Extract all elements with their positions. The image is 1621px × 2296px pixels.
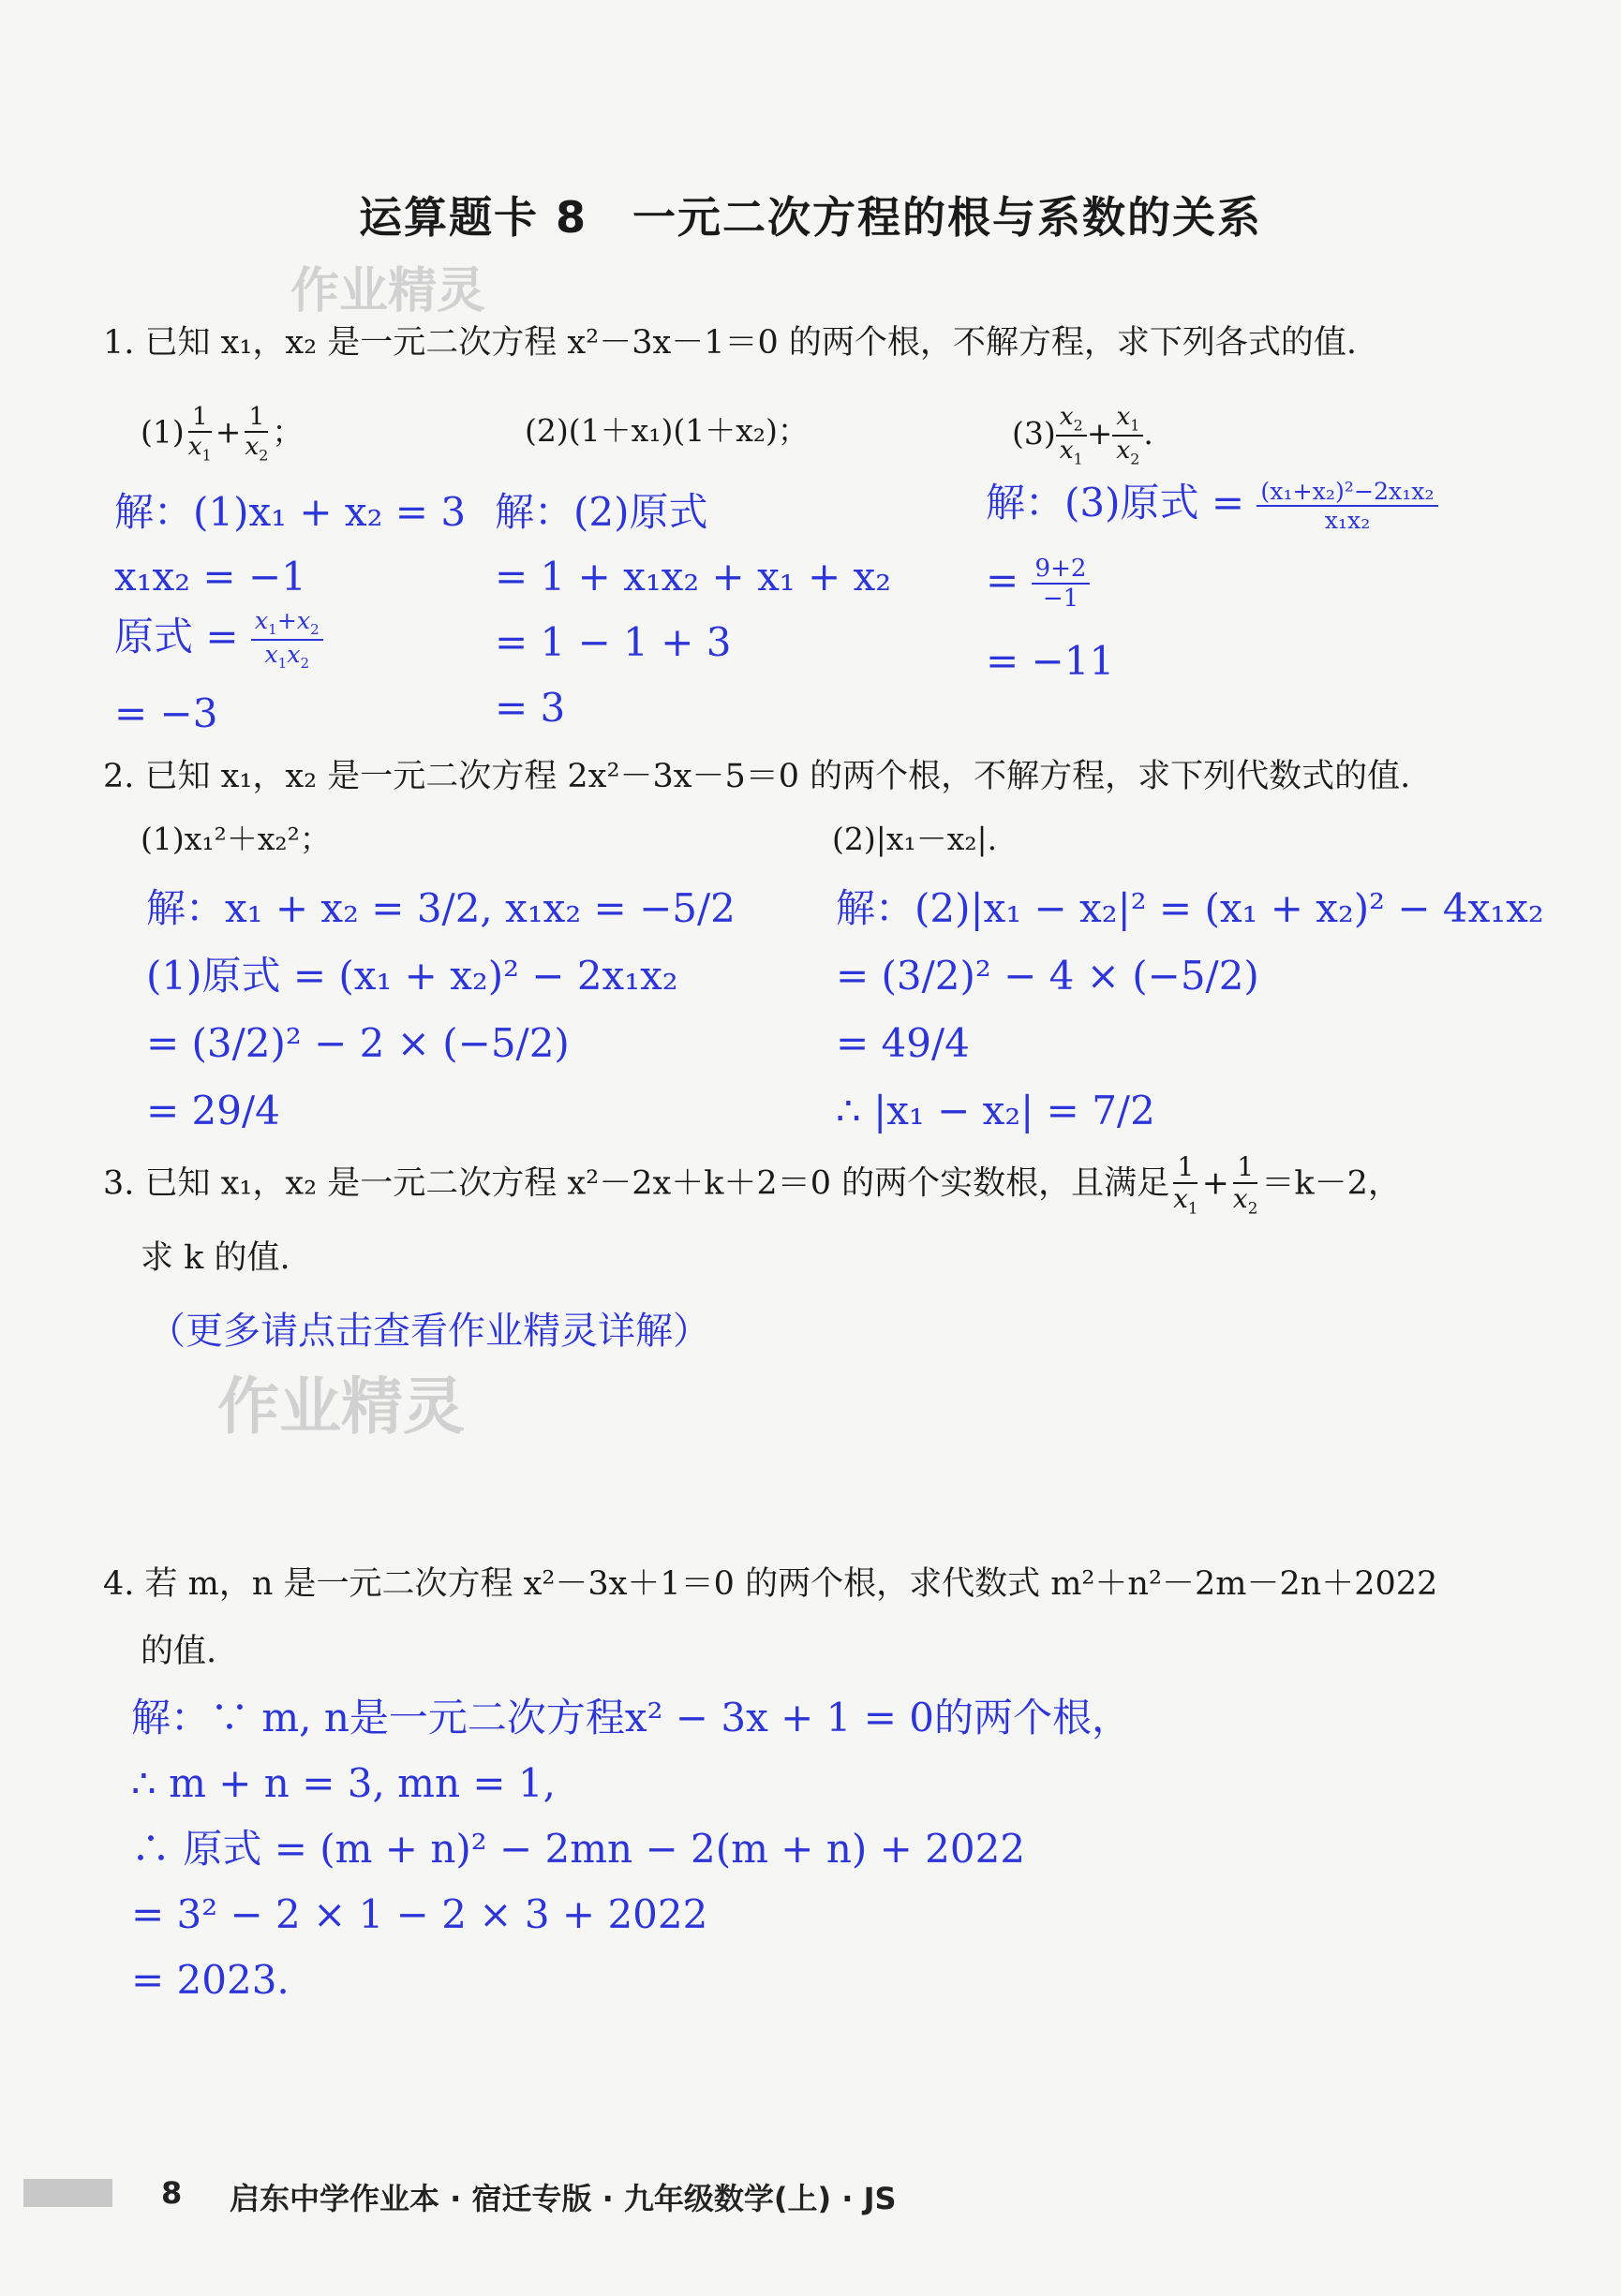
q1-answer1-line3: 原式 = $\frac{x_1+x_2}{x_1x_2}$ [114, 609, 323, 671]
q4-answer-line4: = 3² − 2 × 1 − 2 × 3 + 2022 [131, 1891, 708, 1937]
q1-answer1-line2: x₁x₂ = −1 [114, 554, 306, 600]
footer-bar [23, 2179, 112, 2207]
q4-answer-line1: 解：∵ m, n是一元二次方程x² − 3x + 1 = 0的两个根， [131, 1695, 1131, 1741]
q2-part1: (1)x₁²＋x₂²； [141, 821, 331, 857]
footer-text: 启东中学作业本 · 宿迁专版 · 九年级数学(上) · JS [230, 2181, 897, 2216]
q3-stem: 3. 已知 x₁，x₂ 是一元二次方程 x²－2x＋k＋2＝0 的两个实数根，且满足 $\frac{1}{x_1}$ + $\frac{1}{x_2}$ ＝k－2， [103, 1151, 1401, 1218]
q2-answer1-line4: = 29/4 [146, 1088, 280, 1133]
q1-answer2-line3: = 1 − 1 + 3 [495, 619, 732, 665]
q1-part2: (2)(1＋x₁)(1＋x₂)； [525, 412, 809, 449]
q2-answer1-line1: 解：x₁ + x₂ = 3/2, x₁x₂ = −5/2 [146, 885, 736, 931]
q1-answer1-line4: = −3 [114, 690, 218, 736]
q1-answer2-line2: = 1 + x₁x₂ + x₁ + x₂ [495, 554, 892, 600]
q3-stem-continued: 求 k 的值. [141, 1239, 290, 1277]
q2-part2: (2)|x₁－x₂|. [832, 821, 998, 857]
q1-answer3-line2: = $\frac{9+2}{-1}$ [986, 556, 1090, 611]
page-number: 8 [161, 2175, 183, 2211]
q4-answer-line2: ∴ m + n = 3, mn = 1, [131, 1760, 556, 1806]
q4-stem-continued: 的值. [141, 1633, 217, 1670]
q1-answer3-line3: = −11 [986, 638, 1115, 684]
q1-answer2-line4: = 3 [495, 685, 566, 731]
q2-answer1-line3: = (3/2)² − 2 × (−5/2) [146, 1020, 570, 1066]
q1-answer2-line1: 解：(2)原式 [495, 489, 708, 535]
q4-stem: 4. 若 m，n 是一元二次方程 x²－3x＋1＝0 的两个根，求代数式 m²＋n²－2m－2n＋2022 [103, 1565, 1438, 1603]
q2-answer2-line1: 解：(2)|x₁ − x₂|² = (x₁ + x₂)² − 4x₁x₂ [836, 885, 1544, 931]
q1-stem: 1. 已知 x₁，x₂ 是一元二次方程 x²－3x－1＝0 的两个根，不解方程，求下列各式的值. [103, 324, 1358, 362]
q1-part3: (3) $\frac{x_2}{x_1}$ + $\frac{x_1}{x_2}$ . [1012, 402, 1153, 468]
q2-stem: 2. 已知 x₁，x₂ 是一元二次方程 2x²－3x－5＝0 的两个根，不解方程，求下列代数式的值. [103, 758, 1411, 795]
q1-answer3-line1: 解：(3)原式 = $\frac{\text{(x₁+x₂)²−2x₁x₂}}{\text{x₁x₂}}$ [986, 480, 1438, 532]
q2-answer2-line2: = (3/2)² − 4 × (−5/2) [836, 953, 1259, 999]
q1-part1: (1) $\frac{1}{x_1}$ + $\frac{1}{x_2}$ ； [141, 402, 304, 465]
q4-answer-line3: ∴ 原式 = (m + n)² − 2mn − 2(m + n) + 2022 [131, 1826, 1026, 1872]
watermark-top: 作业精灵 [290, 263, 486, 319]
watermark-middle: 作业精灵 [217, 1370, 465, 1443]
page-title: 运算题卡 8 一元二次方程的根与系数的关系 [358, 192, 1263, 243]
q1-answer1-line1: 解：(1)x₁ + x₂ = 3 [114, 489, 467, 535]
q2-answer2-line3: = 49/4 [836, 1020, 970, 1066]
q4-answer-line5: = 2023. [131, 1957, 290, 2003]
more-details-link[interactable]: （更多请点击查看作业精灵详解） [148, 1310, 710, 1353]
q2-answer2-line4: ∴ |x₁ − x₂| = 7/2 [836, 1088, 1155, 1133]
q2-answer1-line2: (1)原式 = (x₁ + x₂)² − 2x₁x₂ [146, 953, 678, 999]
